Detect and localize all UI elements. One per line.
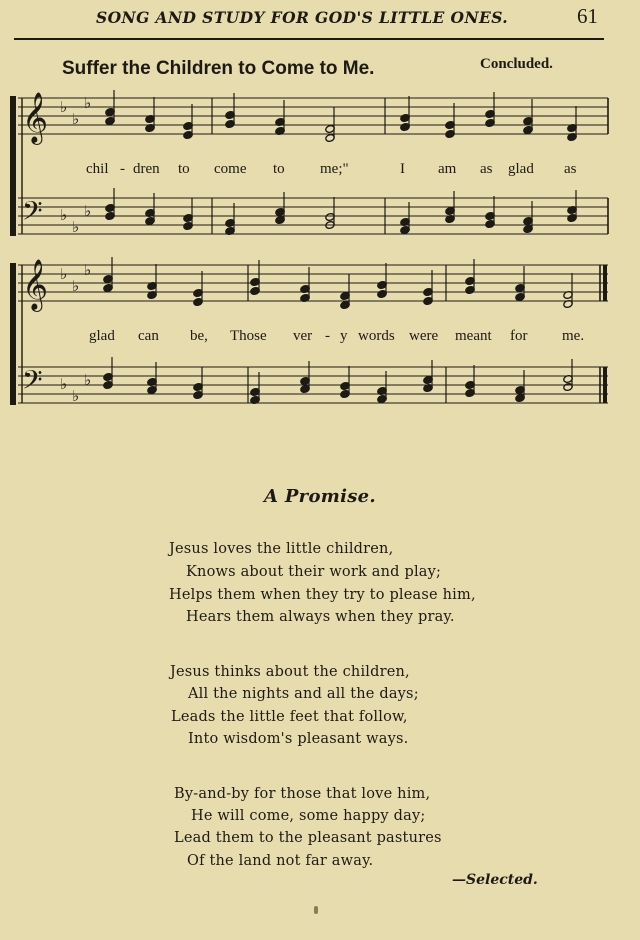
lyric-syllable: me;" (320, 161, 349, 177)
song-title: Suffer the Children to Come to Me. (62, 58, 375, 79)
lyric-syllable: meant (455, 328, 492, 344)
flat-sign: ♭ (60, 98, 68, 116)
lyric-syllable: were (409, 328, 439, 344)
poem-line: Lead them to the pleasant pastures (174, 830, 442, 846)
poem-title: A Promise. (264, 486, 376, 507)
lyric-syllable: am (438, 161, 457, 177)
poem-line: Leads the little feet that follow, (171, 709, 408, 725)
lyric-syllable: - (325, 328, 330, 344)
poem-line: Hears them always when they pray. (186, 609, 455, 625)
lyric-syllable: ver (293, 328, 313, 344)
lyric-syllable: to (273, 161, 285, 177)
flat-sign: ♭ (72, 110, 80, 128)
lyric-syllable: as (564, 161, 577, 177)
flat-sign: ♭ (84, 94, 92, 112)
bass-clef: 𝄢 (22, 364, 43, 402)
flat-sign: ♭ (60, 206, 68, 224)
page-ornament (314, 906, 318, 914)
lyric-syllable: for (510, 328, 528, 344)
lyric-syllable: - (120, 161, 125, 177)
flat-sign: ♭ (84, 371, 92, 389)
flat-sign: ♭ (84, 261, 92, 279)
lyric-syllable: can (138, 328, 159, 344)
page-number: 61 (577, 4, 598, 28)
lyric-syllable: glad (89, 328, 115, 344)
flat-sign: ♭ (72, 387, 80, 405)
flat-sign: ♭ (72, 218, 80, 236)
poem-line: Jesus thinks about the children, (170, 664, 410, 680)
poem-line: Helps them when they try to please him, (169, 587, 476, 603)
music-score (0, 80, 640, 425)
poem-attribution: —Selected. (452, 872, 538, 888)
brace (10, 96, 16, 236)
flat-sign: ♭ (60, 375, 68, 393)
poem-line: All the nights and all the days; (188, 686, 419, 702)
lyric-syllable: come (214, 161, 247, 177)
lyric-syllable: y (340, 328, 348, 344)
poem-line: Jesus loves the little children, (169, 541, 394, 557)
poem-line: Into wisdom's pleasant ways. (188, 731, 409, 747)
brace (10, 263, 16, 405)
lyric-syllable: dren (133, 161, 160, 177)
header-rule (14, 38, 604, 40)
treble-clef: 𝄞 (22, 92, 49, 143)
final-bar (603, 265, 607, 301)
lyric-syllable: me. (562, 328, 585, 344)
lyric-syllable: be, (190, 328, 208, 344)
poem-line: He will come, some happy day; (191, 808, 426, 824)
poem-line: Knows about their work and play; (186, 564, 442, 580)
lyric-syllable: as (480, 161, 493, 177)
treble-clef: 𝄞 (22, 259, 49, 310)
lyric-syllable: chil (86, 161, 109, 177)
lyric-syllable: to (178, 161, 190, 177)
running-head: SONG AND STUDY FOR GOD'S LITTLE ONES. (96, 8, 509, 27)
flat-sign: ♭ (84, 202, 92, 220)
bass-clef: 𝄢 (22, 195, 43, 233)
poem-line: Of the land not far away. (187, 853, 374, 869)
poem-line: By-and-by for those that love him, (174, 786, 431, 802)
flat-sign: ♭ (60, 265, 68, 283)
lyric-syllable: glad (508, 161, 534, 177)
lyric-syllable: Those (230, 328, 267, 344)
final-bar (603, 367, 607, 403)
lyric-syllable: I (400, 161, 405, 177)
lyric-syllable: words (358, 328, 395, 344)
flat-sign: ♭ (72, 277, 80, 295)
song-status: Concluded. (480, 56, 553, 72)
